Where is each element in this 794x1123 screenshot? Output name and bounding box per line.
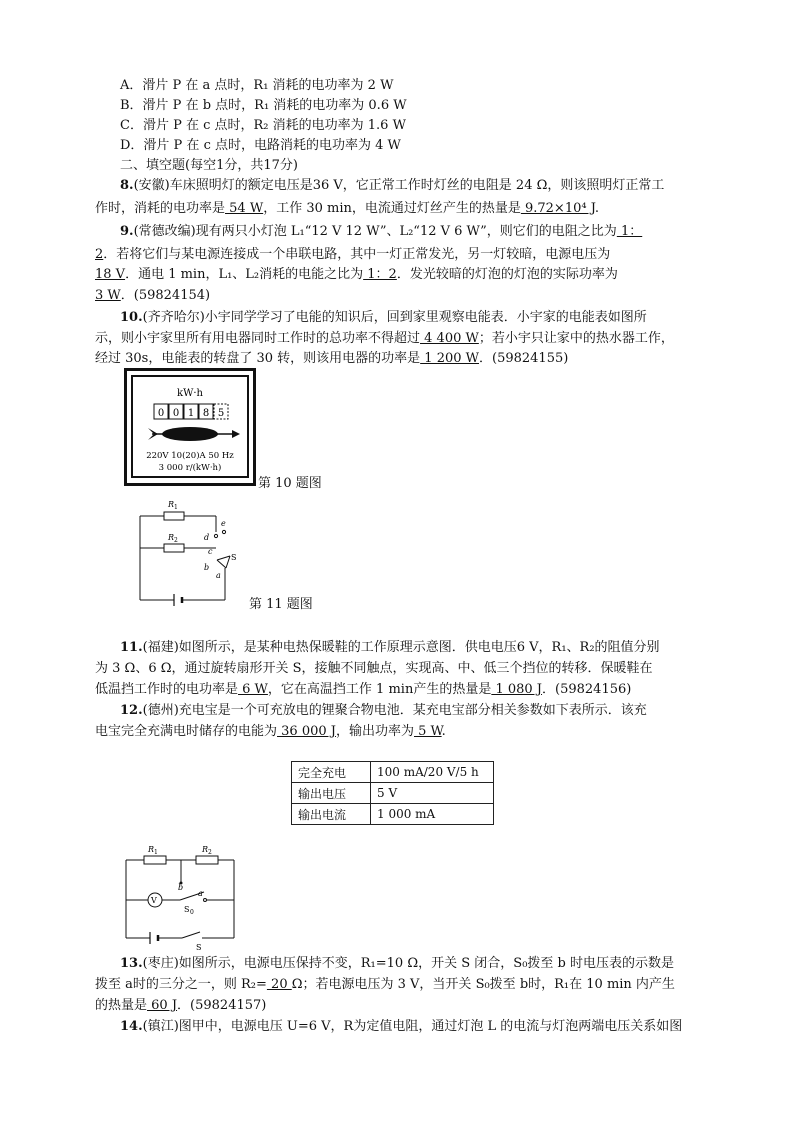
q14-number: 14.	[120, 1019, 143, 1034]
option-c: C．滑片 P 在 c 点时，R₂ 消耗的电功率为 1.6 W	[120, 118, 406, 133]
q13-line2	[95, 975, 675, 995]
figure-10-caption: 第 10 题图	[258, 476, 322, 491]
svg-text:R: R	[202, 845, 209, 854]
svg-text:e: e	[221, 519, 226, 528]
meter-digit-5: 5	[217, 408, 225, 419]
fan-switch-icon	[217, 556, 230, 560]
svg-text:1: 1	[174, 504, 178, 511]
table-row	[292, 762, 494, 783]
q10-line1	[120, 308, 647, 328]
meter-digit-2: 0	[172, 408, 180, 419]
q13-answer-2: 60 J	[147, 998, 178, 1013]
q9-line1	[120, 222, 642, 242]
q11-text-d: ，它在高温挡工作 1 min产生的热量是	[267, 682, 492, 697]
svg-text:a: a	[198, 889, 203, 898]
svg-text:0: 0	[190, 909, 194, 916]
svg-text:S: S	[184, 905, 190, 914]
resistor-r2-icon	[164, 544, 184, 552]
q10-text-d: 经过 30s，电能表的转盘了 30 转，则该用电器的功率是	[95, 351, 421, 366]
q12-line1	[120, 701, 647, 721]
q13-line3	[95, 996, 266, 1016]
q9-number: 9.	[120, 224, 134, 239]
q10-line2	[95, 329, 674, 349]
svg-text:c: c	[208, 547, 213, 556]
q11-text-c: 低温挡工作时的电功率是	[95, 682, 239, 697]
svg-text:S: S	[231, 553, 237, 562]
meter-spec-2: 3 000 r/(kW·h)	[158, 463, 222, 473]
q11-text-a: (福建)如图所示，是某种电热保暖鞋的工作原理示意图．供电电压6 V，R₁、R₂的阻值分别	[142, 640, 660, 655]
q11-text-e: ．(59824156)	[542, 682, 632, 697]
svg-text:R: R	[168, 533, 175, 542]
svg-text:V: V	[151, 896, 157, 905]
q12-number: 12.	[120, 703, 143, 718]
q8-text-a: (安徽)车床照明灯的额定电压是36 V，它正常工作时灯丝的电阻是 24 Ω，则该照明灯正常工	[133, 178, 665, 193]
q13-text-e: ．(59824157)	[177, 998, 267, 1013]
q10-answer-2: 1 200 W	[420, 351, 479, 366]
q13-number: 13.	[120, 956, 143, 971]
q11-line1	[120, 638, 660, 658]
figure-11-caption: 第 11 题图	[249, 597, 313, 612]
svg-text:d: d	[204, 533, 210, 542]
q12-answer-1: 36 000 J	[277, 724, 336, 739]
q8-line2	[95, 199, 599, 219]
q11-line2: 为 3 Ω、6 Ω，通过旋转扇形开关 S，接触不同触点，实现高、中、低三个挡位的转移．保暖鞋在	[95, 661, 653, 676]
meter-digit-4: 8	[202, 408, 210, 419]
q9-answer-4: 3 W	[95, 288, 121, 303]
section-title: 二、填空题(每空1分，共17分)	[120, 158, 298, 173]
q8-text-c: ，工作 30 min，电流通过灯丝产生的热量是	[263, 201, 521, 216]
option-d: D．滑片 P 在 c 点时，电路消耗的电功率为 4 W	[120, 138, 401, 153]
q10-line3	[95, 349, 568, 369]
svg-text:2: 2	[208, 849, 212, 856]
table-cell: 完全充电	[292, 762, 371, 783]
resistor-r1-icon	[144, 856, 166, 864]
q12-text-b: 电宝完全充满电时储存的电能为	[95, 724, 278, 739]
q8-text-d: .	[594, 201, 600, 216]
figure-13-circuit	[120, 842, 240, 952]
option-b: B．滑片 P 在 b 点时，R₁ 消耗的电功率为 0.6 W	[120, 98, 407, 113]
q9-line3	[95, 265, 618, 285]
q9-text-e: ．(59824154)	[120, 288, 211, 303]
q9-text-d: ．发光较暗的灯泡的灯泡的实际功率为	[396, 267, 618, 282]
q13-text-a: (枣庄)如图所示，电源电压保持不变，R₁=10 Ω，开关 S 闭合，S₀拨至 b 时电压表的示数是	[142, 956, 674, 971]
q9-text-b: ．若将它们与某电源连接成一个串联电路，其中一灯正常发光，另一灯较暗，电源电压为	[103, 247, 611, 262]
table-cell: 输出电压	[292, 783, 371, 804]
q9-line4	[95, 286, 210, 306]
table-row	[292, 783, 494, 804]
q13-line1	[120, 954, 674, 974]
svg-text:S: S	[196, 943, 202, 952]
table-row	[292, 804, 494, 825]
q13-text-b: 拨至 a时的三分之一，则 R₂=	[95, 977, 267, 992]
q12-text-d: .	[441, 724, 446, 739]
q8-line1	[120, 176, 664, 196]
svg-text:2: 2	[174, 537, 178, 544]
meter-disc-arrow-icon	[148, 427, 240, 441]
svg-text:R: R	[168, 500, 175, 509]
energy-meter-figure	[124, 368, 256, 486]
table-cell: 输出电流	[292, 804, 371, 825]
svg-text:R: R	[148, 845, 155, 854]
q10-text-a: (齐齐哈尔)小宇同学学习了电能的知识后，回到家里观察电能表．小宇家的电能表如图所	[142, 310, 647, 325]
q9-answer-3: 1：2	[363, 267, 397, 282]
q8-text-b: 作时，消耗的电功率是	[95, 201, 226, 216]
switch-s-icon	[182, 932, 200, 938]
svg-text:a: a	[216, 571, 221, 580]
svg-text:1: 1	[154, 849, 158, 856]
meter-digits	[154, 404, 228, 419]
q10-text-c: ；若小宇只让家中的热水器工作，	[478, 331, 674, 346]
q8-number: 8.	[120, 178, 134, 193]
meter-digit-3: 1	[187, 408, 195, 419]
q14-line1	[120, 1017, 682, 1037]
q13-text-d: 的热量是	[95, 998, 148, 1013]
q10-text-e: ．(59824155)	[479, 351, 569, 366]
q9-answer-1a: 1：	[616, 224, 643, 239]
q10-text-b: 示，则小宇家里所有用电器同时工作时的总功率不得超过	[95, 331, 421, 346]
q12-answer-2: 5 W	[414, 724, 442, 739]
meter-digit-1: 0	[157, 408, 165, 419]
q8-answer-1: 54 W	[225, 201, 264, 216]
power-bank-table	[291, 761, 494, 825]
table-cell: 5 V	[371, 783, 494, 804]
q11-line3	[95, 680, 631, 700]
q9-text-c: ．通电 1 min，L₁、L₂消耗的电能之比为	[125, 267, 364, 282]
q14-text-a: (镇江)图甲中，电源电压 U=6 V，R为定值电阻，通过灯泡 L 的电流与灯泡两端电压关系如图	[142, 1019, 683, 1034]
resistor-r1-icon	[164, 512, 184, 520]
q11-answer-2: 1 080 J	[491, 682, 543, 697]
q8-answer-2: 9.72×10⁴ J	[520, 201, 595, 216]
q12-text-a: (德州)充电宝是一个可充放电的锂聚合物电池．某充电宝部分相关参数如下表所示．该充	[142, 703, 647, 718]
figure-11-circuit	[130, 494, 250, 606]
table-cell: 100 mA/20 V/5 h	[371, 762, 494, 783]
q9-answer-2: 18 V	[95, 267, 126, 282]
q10-answer-1: 4 400 W	[420, 331, 479, 346]
q9-answer-1b: 2	[95, 247, 104, 262]
resistor-r2-icon	[196, 856, 218, 864]
svg-text:b: b	[178, 883, 184, 892]
q9-text-a: (常德改编)现有两只小灯泡 L₁“12 V 12 W”、L₂“12 V 6 W”，则它们的电阻之比为	[133, 224, 617, 239]
q13-answer-1: 20	[266, 977, 292, 992]
option-a: A．滑片 P 在 a 点时，R₁ 消耗的电功率为 2 W	[120, 78, 394, 93]
meter-spec-1: 220V 10(20)A 50 Hz	[146, 451, 234, 461]
q13-text-c: Ω；若电源电压为 3 V，当开关 S₀拨至 b时，R₁在 10 min 内产生	[291, 977, 675, 992]
q11-number: 11.	[120, 640, 143, 655]
q12-text-c: ，输出功率为	[335, 724, 414, 739]
table-cell: 1 000 mA	[371, 804, 494, 825]
q9-line2	[95, 245, 610, 265]
q10-number: 10.	[120, 310, 143, 325]
q12-line2	[95, 722, 446, 742]
svg-text:b: b	[204, 563, 210, 572]
q11-answer-1: 6 W	[238, 682, 268, 697]
meter-unit: kW·h	[177, 388, 203, 399]
